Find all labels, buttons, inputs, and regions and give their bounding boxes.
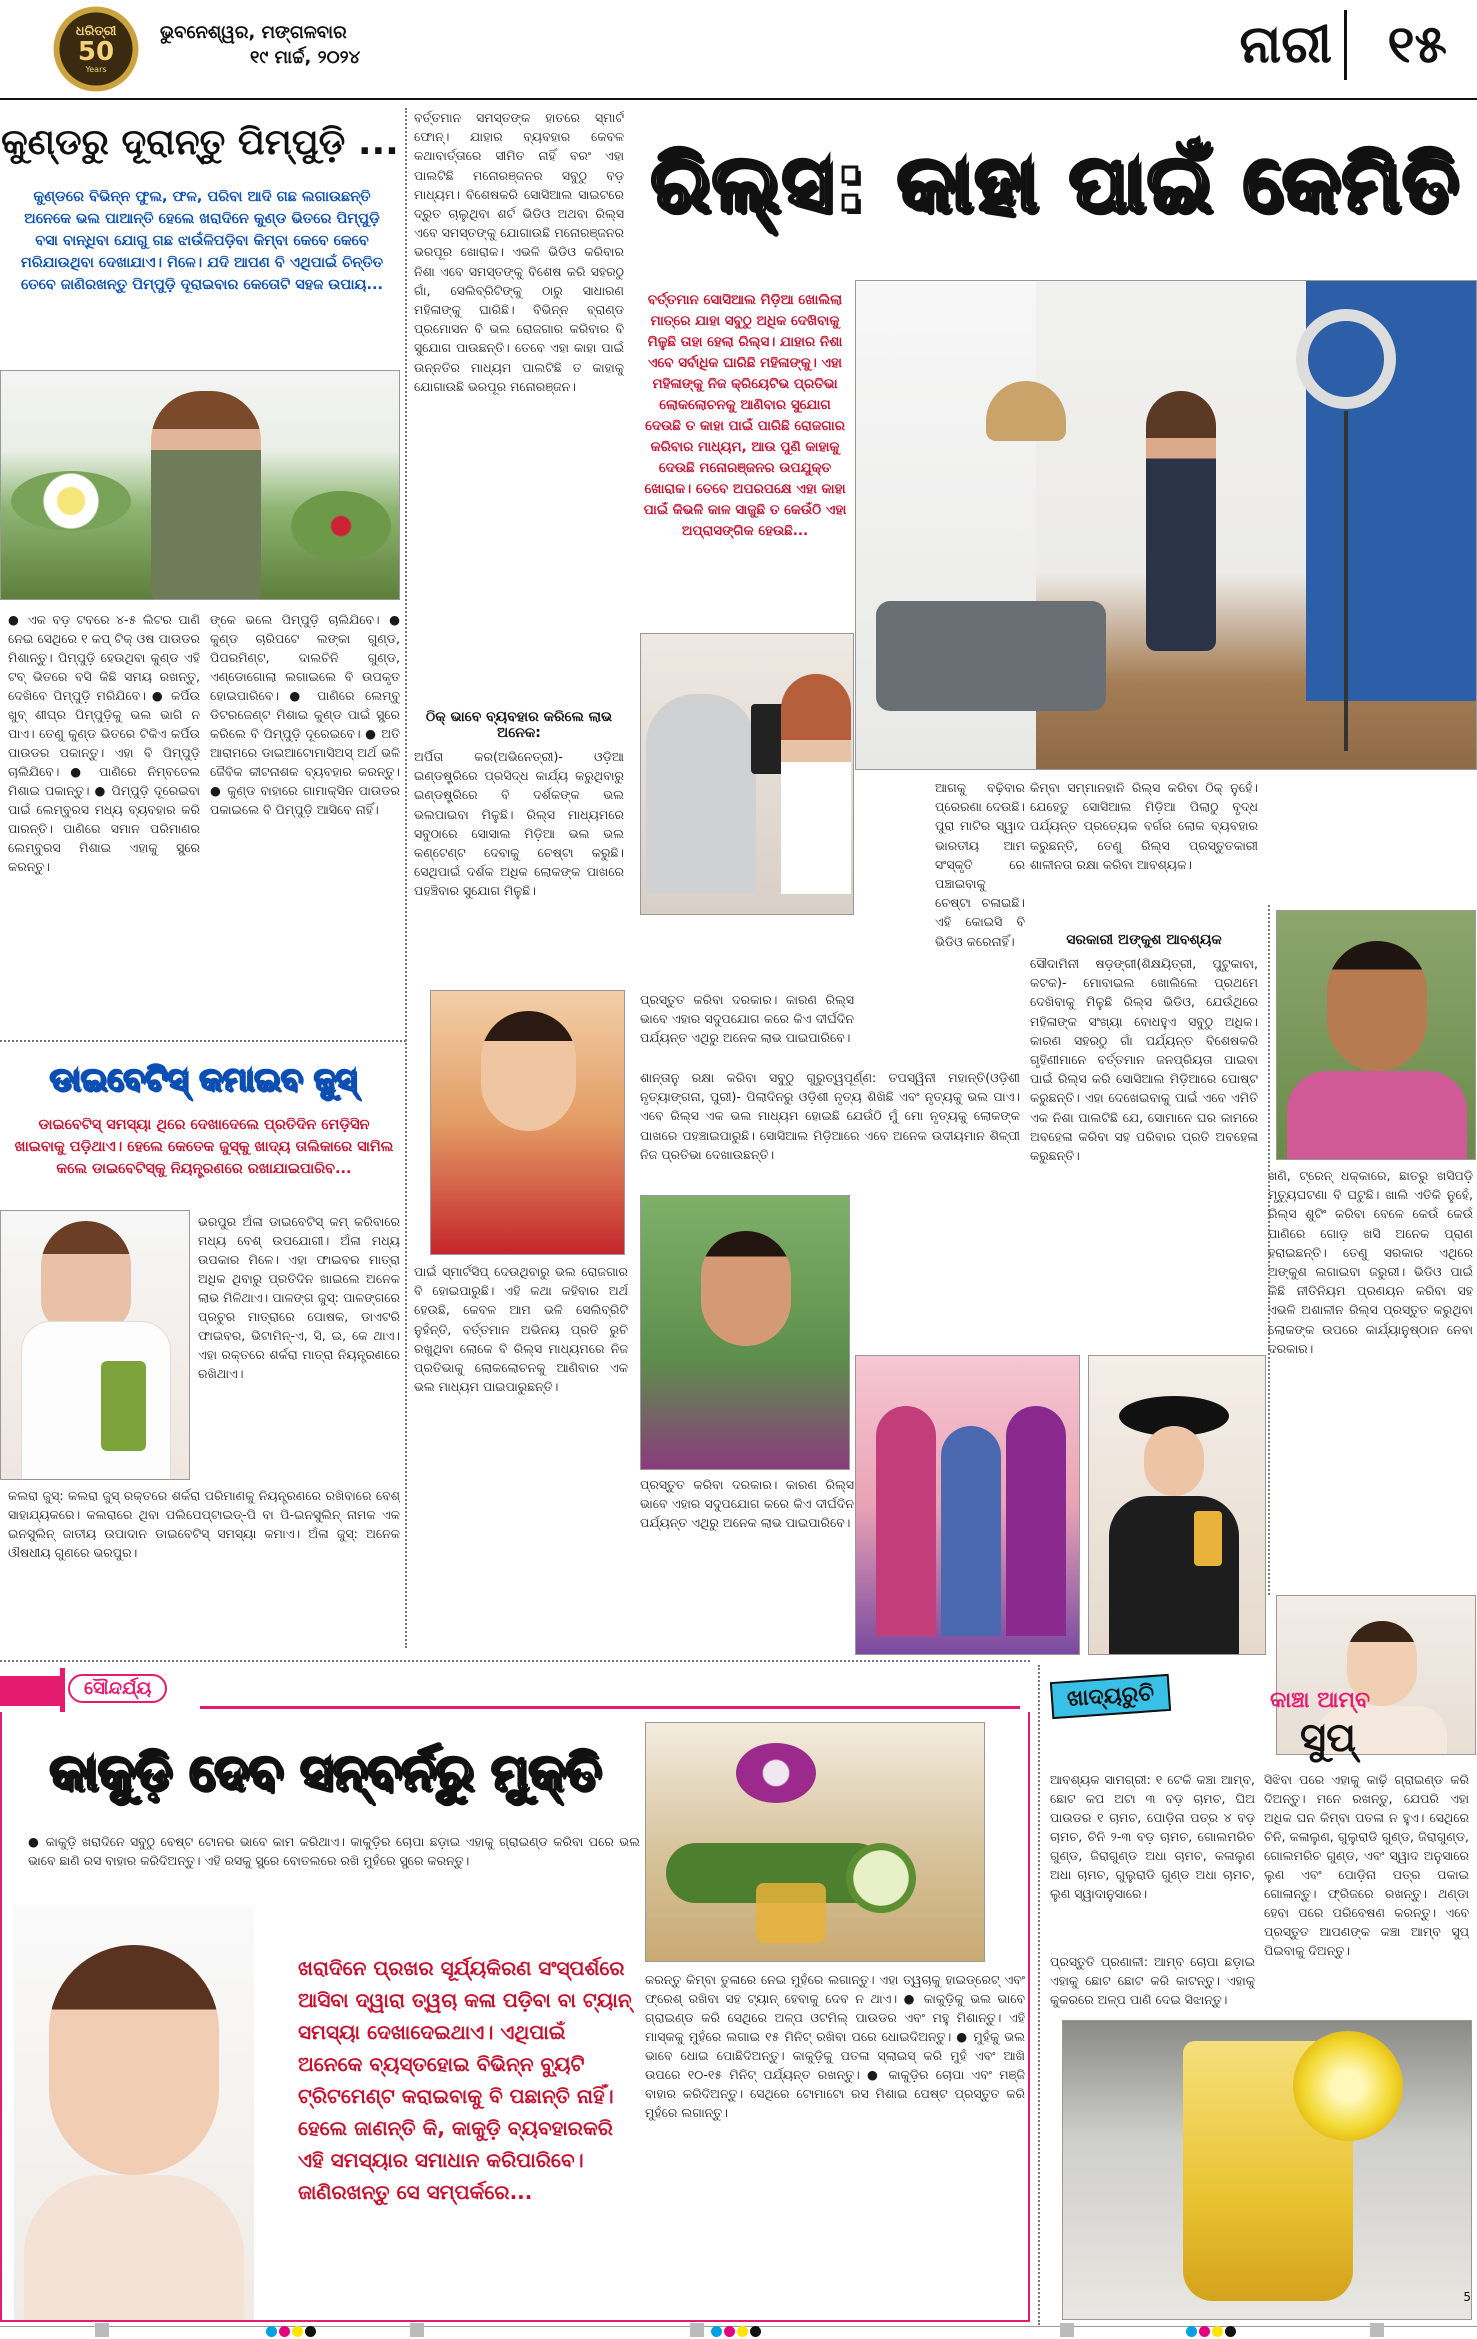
beauty-headline bbox=[20, 1720, 630, 1825]
masthead bbox=[0, 0, 1477, 100]
beauty-intro: ଖରାଦିନେ ପ୍ରଖର ସୂର୍ଯ୍ୟକିରଣ ସଂସ୍ପର୍ଶରେ ଆସିବା ଦ୍ୱାରା ତ୍ୱଚା କଳା ପଡ଼ିବା ବା ଟ୍ୟାନ୍‌ ସମସ୍ୟା ଦେଖାଦେଇଥାଏ। ଏଥିପାଇଁ ଅନେକେ ବ୍ୟସ୍ତହୋଇ ବିଭିନ୍ନ ବ୍ୟୁଟି ଟ୍ରିଟମେଣ୍ଟ କରାଇବାକୁ ବି ପଛାନ୍ତି ନାହିଁ। ହେଲେ ଜାଣନ୍ତି କି, କାକୁଡ଼ି ବ୍ୟବହାରକରି ଏହି ସମସ୍ୟାର ସମାଧାନ କରିପାରିବେ। ଜାଣିରଖନ୍ତୁ ସେ ସମ୍ପର୍କରେ... bbox=[298, 1956, 632, 2204]
beauty-col-2: କରନ୍ତୁ କିମ୍ବା ତୁଳାରେ ନେଇ ମୁହଁରେ ଲଗାନ୍ତୁ। ଏହା ତ୍ୱଚାକୁ ହାଇଡ୍ରେଟ୍‌ ଏବଂ ଫ୍ରେଶ୍‌ ରଖିବା ସହ ଟ୍ୟାନ୍‌ ହେବାକୁ ଦେବ ନ ଥାଏ। ● କାକୁଡ଼ିକୁ ଭଲ ଭାବେ ଗ୍ରାଇଣ୍ଡ କରି ସେଥିରେ ଅଳ୍ପ ଓଟମିଲ୍‌ ପାଉଡର ଏବଂ ମହୁ ମିଶାନ୍ତୁ। ଏହି ମାସ୍କକୁ ମୁହଁରେ ଲଗାଇ ୧୫ ମିନିଟ୍‌ ରଖିବା ପରେ ଧୋଇଦିଅନ୍ତୁ। ● ମୁହଁକୁ ଭଲ ଭାବେ ଧୋଇ ପୋଛିଦିଅନ୍ତୁ। କାକୁଡ଼ିକୁ ପତଳା ସ୍ଲାଇସ୍‌ କରି ମୁହଁ ଏବଂ ଆଖି ଉପରେ ୧୦-୧୫ ମିନିଟ୍‌ ପର୍ଯ୍ୟନ୍ତ ରଖନ୍ତୁ। ● କାକୁଡ଼ିର ଚୋପା ଏବଂ ମଞ୍ଜି ବାହାର କରିଦିଅନ୍ତୁ। ସେଥିରେ ଟୋମାଟୋ ରସ ମିଶାଇ ପେଷ୍ଟ ପ୍ରସ୍ତୁତ କରି ମୁହଁରେ ଲଗାନ୍ତୁ। bbox=[645, 1972, 1025, 2120]
reels-mid-bottom: ପ୍ରସ୍ତୁତ କରିବା ଦରକାର। କାରଣ ରିଲ୍ସ ଭାବେ ଏହାର ସଦୁପଯୋଗ କରେ କିଏ ଦୀର୍ଘଦିନ ପର୍ଯ୍ୟନ୍ତ ଏଥିରୁ ଅନେକ ଲାଭ ପାଇପାରିବେ। bbox=[640, 992, 854, 1046]
registration-marks bbox=[0, 2322, 1477, 2339]
diabetes-title: ଡାଇବେଟିସ୍‌ କମାଇବ ଜୁସ୍‌ bbox=[49, 1059, 357, 1098]
reels-arpita-2: ପାଇଁ ସ୍ମାର୍ଟସିପ୍‌ ଦେଉଥିବାରୁ ଭଲ ରୋଜଗାର ବି ହୋଇପାରୁଛି। ଏହି କଥା କହିବାର ଅର୍ଥ ହେଉଛି, କେବଳ ଆମ ଭଳି ସେଲିବ୍ରିଟି ନୁହଁନ୍ତି, ବର୍ତ୍ତମାନ ଅଭିନୟ ପ୍ରତି ରୁଚି ରଖୁଥିବା ଲୋକେ ବି ରିଲ୍ସ ମାଧ୍ୟମରେ ନିଜ ପ୍ରତିଭାକୁ ଲୋକଲୋଚନକୁ ଆଣିବାର ଏକ ଭଲ ମାଧ୍ୟମ ପାଇପାରୁଛନ୍ତି। bbox=[414, 1264, 628, 1395]
beauty-woman-photo bbox=[14, 1905, 254, 2320]
reels-right-1: ଆଗକୁ ବଢ଼ିବାର ପ୍ରେରଣା ଦେଉଛି। ପୁରା ମାଟିର ସ୍ୱାଦ ଭାରତୀୟ ଆମ ସଂସ୍କୃତି ରେ ପଞ୍ଚାଇବାକୁ ଚେଷ୍ଟା ଚଳାଇଛି। ଏହି କୋଇସି ବି ଭିଡିଓ କରେନାହିଁ। bbox=[935, 780, 1025, 949]
recipe-title-2: ସୁପ୍‌ bbox=[1300, 1715, 1356, 1761]
logo-text: ଧରିତ୍ରୀ bbox=[75, 24, 117, 39]
reels-subhead: ଠିକ୍‌ ଭାବେ ବ୍ୟବହାର କରିଲେ ଲାଭ ଅନେକ: bbox=[425, 709, 613, 741]
reels-right-2: କିମ୍ବା ସମ୍ମାନହାନି ରିଲ୍ସ କରିବା ଠିକ୍‌ ନୁହେଁ। ଯେହେତୁ ସୋସିଆଲ ମିଡ଼ିଆ ପିଲାଠୁ ବୃଦ୍ଧ ପର୍ଯ୍ୟନ୍ତ ପ୍ରତ୍ୟେକ ବର୍ଗର ଲୋକ ବ୍ୟବହାର କରୁଛନ୍ତି, ତେଣୁ ରିଲ୍ସ ପ୍ରସ୍ତୁତକାରୀ ଶାଳୀନତା ରକ୍ଷା କରିବା ଆବଶ୍ୟକ। bbox=[1030, 780, 1258, 872]
reels-selfie-photo bbox=[1088, 1355, 1266, 1655]
recipe-method: ପ୍ରସ୍ତୁତି ପ୍ରଣାଳୀ: ଆମ୍ବ ଚୋପା ଛଡ଼ାଇ ଏହାକୁ ଛୋଟ ଛୋଟ କରି କାଟନ୍ତୁ। ଏହାକୁ କୁକରରେ ଅଳ୍ପ ପାଣି ଦେଇ ସିଝାନ୍ତୁ। bbox=[1050, 1954, 1255, 2007]
recipe-banner bbox=[1045, 1672, 1220, 1722]
plant-title: କୁଣ୍ଡରୁ ଦୂରାନ୍ତୁ ପିମ୍ପୁଡ଼ି ... bbox=[1, 122, 399, 163]
juice-photo bbox=[0, 1210, 190, 1480]
beauty-col-1: ● କାକୁଡ଼ି ଖରାଦିନେ ସବୁଠୁ ବେଷ୍ଟ ଟୋନର ଭାବେ କାମ କରିଥାଏ। କାକୁଡ଼ିର ଚୋପା ଛଡ଼ାଇ ଏହାକୁ ଗ୍ରାଇଣ୍ଡ କରିବା ପରେ ଭଲ ଭାବେ ଛାଣି ରସ ବାହାର କରିଦିଅନ୍ତୁ। ଏହି ରସକୁ ସ୍ପ୍ରେ ବୋତଲରେ ରଖି ମୁହଁରେ ସ୍ପ୍ରେ କରନ୍ତୁ। bbox=[28, 1834, 640, 1868]
plant-intro: କୁଣ୍ଡରେ ବିଭିନ୍ନ ଫୁଲ, ଫଳ, ପରିବା ଆଦି ଗଛ ଲଗାଉଛନ୍ତି ଅନେକେ ଭଲ ପାଆନ୍ତି ହେଲେ ଖରାଦିନେ କୁଣ୍ଡ ଭିତରେ ପିମ୍ପୁଡ଼ି ବସା ବାନ୍ଧିବା ଯୋଗୁ ଗଛ ଝାଉଁଳିପଡ଼ିବା କିମ୍ବା କେବେ କେବେ ମରିଯାଉଥିବା ଦେଖାଯାଏ। ମିଳେ। ଯଦି ଆପଣ ବି ଏଥିପାଇଁ ଚିନ୍ତିତ ତେବେ ଜାଣିରଖନ୍ତୁ ପିମ୍ପୁଡ଼ି ଦୂରାଇବାର କେତୋଟି ସହଜ ଉପାୟ... bbox=[20, 189, 384, 293]
recipe-section-label: ଖାଦ୍ୟରୁଚି bbox=[1050, 1674, 1171, 1719]
plant-col-2: ଙ୍କେ ଭଲେ ପିମ୍ପୁଡ଼ି ଚାଲିଯିବେ। ● କୁଣ୍ଡ ଚାରିପଟେ ଲଙ୍କା ଗୁଣ୍ଡ, ପିପରମିଣ୍ଟ, ଦାଲଚିନି ଗୁଣ୍ଡ, ଏଣ୍ଡୋଗୋଲା ଲଗାଇଲେ ବି ଉପକୃତ ହୋଇପାରିବେ। ● ପାଣିରେ ଲେମ୍ବୁ ଡିଟରଜେଣ୍ଟ ମିଶାଇ କୁଣ୍ଡ ପାଇଁ ସ୍ପ୍ରେ କରିଲେ ବି ପିମ୍ପୁଡ଼ି ଦୂରେଇବେ। ● ଅତି ଆରାମରେ ଡାଇଆଟୋମାସିଅସ୍‌ ଅର୍ଥ ଭଳି ଜୈବିକ କୀଟନାଶକ ବ୍ୟବହାର କରନ୍ତୁ। ● କୁଣ୍ଡ ବାହାରେ ଗାମାକ୍ସିନ ପାଉଡର ପକାଇଲେ ବି ପିମ୍ପୁଡ଼ି ଆସିବେ ନାହିଁ। bbox=[210, 612, 400, 817]
diabetes-col-bottom: କଲରା ଜୁସ୍‌: କଲରା ଜୁସ୍‌ ରକ୍ତରେ ଶର୍କରା ପରିମାଣକୁ ନିୟନ୍ତ୍ରଣରେ ରଖିବାରେ ବେଶ୍‌ ସାହାଯ୍ୟକରେ। କଲରାରେ ଥିବା ପଲିପେପ୍‌ଟାଇଡ୍‌-ପି ବା ପି-ଇନସୁଲିନ୍‌ ନାମକ ଏକ ଇନସୁଲିନ୍‌ ଜାତୀୟ ଉପାଦାନ ଡାଇବେଟିସ୍‌ ସମସ୍ୟା କମାଏ। ଅଁଳା ଜୁସ୍‌: ଅନେକ ଔଷଧୀୟ ଗୁଣରେ ଭରପୁର। bbox=[8, 1488, 400, 1560]
logo-years-label: Years bbox=[85, 65, 107, 74]
diabetes-intro: ଡାଇବେଟିସ୍‌ ସମସ୍ୟା ଥିରେ ଦେଖାଦେଲେ ପ୍ରତିଦିନ ମେଡ଼ିସିନ ଖାଇବାକୁ ପଡ଼ିଥାଏ। ହେଲେ କେତେକ ଜୁସ୍‌କୁ ଖାଦ୍ୟ ତାଲିକାରେ ସାମିଲ କଲେ ଡାଇବେଟିସ୍‌କୁ ନିୟନ୍ତ୍ରଣରେ ରଖାଯାଇପାରିବ... bbox=[14, 1117, 394, 1177]
sarkari-body: ସୌଦାମିନୀ ଷଡ଼ଙ୍ଗୀ(ଶିକ୍ଷୟିତ୍ରୀ, ପୁଟୁକାବା, କଟକ)- ମୋବାଇଲ ଖୋଲିଲେ ପ୍ରଥମେ ଦେଖିବାକୁ ମିଳୁଛି ରିଲ୍ସ ଭିଡିଓ, ଯେଉଁଥିରେ ମହିଳାଙ୍କ ସଂଖ୍ୟା ବୋଧହୁଏ ସବୁଠୁ ଅଧିକ। କାରଣ ସହରଠୁ ଗାଁ ପର୍ଯ୍ୟନ୍ତ ବିଶେଷକରି ଗୃହିଣୀମାନେ ବର୍ତ୍ତମାନ ଜନପ୍ରିୟତା ପାଇବା ପାଇଁ ରିଲ୍ସ କରି ସୋସିଆଲ ମିଡ଼ିଆରେ ପୋଷ୍ଟ କରୁଛନ୍ତି। ଏହା ଦେଖେଇବାକୁ ପାଇଁ ଏବେ ଏମିତି ଏକ ନିଶା ପାଲଟିଛି ଯେ, ସୋମାନେ ଘର କାମରେ ଅବହେଳା କରିବା ସହ ପରିବାର ପ୍ରତି ଅବହେଳା କରୁଛନ୍ତି। bbox=[1030, 956, 1258, 1164]
page-mark: 5 bbox=[1463, 2290, 1471, 2304]
plant-headline bbox=[0, 108, 400, 178]
reels-arpita: ଅର୍ପିତା କର(ଅଭିନେତ୍ରୀ)- ଓଡ଼ିଆ ଇଣ୍ଡଷ୍ଟ୍ରିରେ ପ୍ରସିଦ୍ଧ କାର୍ଯ୍ୟ କରୁଥିବାରୁ ଇଣ୍ଡଷ୍ଟ୍ରିରେ ବି ଦର୍ଶକଙ୍କ ଭଲ ଭଲପାଇବା ମିଳୁଛି। ରିଲ୍ସ ମାଧ୍ୟମରେ ସବୁଠାରେ ସୋସାଲ ମିଡ଼ିଆ ଭଲ ଭଲ କଣ୍ଟେଣ୍ଟ ଦେବାକୁ ଚେଷ୍ଟା କରୁଛି। ସେଥିପାଇଁ ଦର୍ଶକ ଅଧିକ ଲୋକଙ୍କ ପାଖରେ ପହଞ୍ଚିବାର ସୁଯୋଗ ମିଳୁଛି। bbox=[414, 749, 624, 899]
logo-years: 50 bbox=[77, 37, 115, 67]
reels-tapaswini-2-text: ପ୍ରସ୍ତୁତ କରିବା ଦରକାର। କାରଣ ରିଲ୍ସ ଭାବେ ଏହାର ସଦୁପଯୋଗ କରେ କିଏ ଦୀର୍ଘଦିନ ପର୍ଯ୍ୟନ୍ତ ଏଥିରୁ ଅନେକ ଲାଭ ପାଇପାରିବେ। bbox=[640, 1477, 854, 1531]
plant-col-1: ● ଏକ ବଡ଼ ଟବରେ ୪-୫ ଲିଟର ପାଣି ନେଇ ସେଥିରେ ୧ କପ୍‌ ଟିକ୍‌ ଓଷ ପାଉଡର ମିଶାନ୍ତୁ। ପିମ୍ପୁଡ଼ି ହେଉଥିବା କୁଣ୍ଡ ଏହି ଟବ୍‌ ଭିତରେ ବସି କିଛି ସମୟ ରଖନ୍ତୁ, ଦେଖିବେ ପିମ୍ପୁଡ଼ି ମରିଯିବେ। ● କର୍ପିଉ ଖୁବ୍‌ ଶୀଘ୍ର ପିମ୍ପୁଡ଼ିକୁ ଭଲ ଭାଗି ନ ପାଏ। ତେଣୁ କୁଣ୍ଡ ଭିତରେ ଟିକିଏ କର୍ପିଉ ପାଉଡର ପକାନ୍ତୁ। ଏହା ବି ପିମ୍ପୁଡ଼ି ଚାଲିଯିବେ। ● ପାଣିରେ ନିମ୍ବତେଲ ମିଶାଇ ପକାନ୍ତୁ। ● ପିମ୍ପୁଡ଼ି ଦୂରେଇବା ପାଇଁ ଲେମ୍ବୁରସ ମଧ୍ୟ ବ୍ୟବହାର କରି ପାରନ୍ତି। ପାଣିରେ ସମାନ ପରିମାଣର ଲେମ୍ବୁରସ ମିଶାଇ ଏହାକୁ ସ୍ପ୍ରେ କରନ୍ତୁ। bbox=[8, 612, 200, 874]
beauty-title: କାକୁଡ଼ି ଦେବ ସନ୍‌ବର୍ନରୁ ମୁକ୍ତି bbox=[49, 1743, 601, 1801]
dateline bbox=[160, 22, 460, 68]
plant-photo bbox=[0, 370, 400, 600]
reels-body-1: ବର୍ତ୍ତମାନ ସମସ୍ତଙ୍କ ହାତରେ ସ୍ମାର୍ଟ ଫୋନ୍‌। ଯାହାର ବ୍ୟବହାର କେବଳ କଥାବାର୍ତ୍ତାରେ ସୀମିତ ନାହିଁ ବରଂ ଏହା ପାଲଟିଛି ମନୋରଞ୍ଜନର ସବୁଠୁ ବଡ଼ ମାଧ୍ୟମ। ବିଶେଷକରି ସୋସିଆଲ ସାଇଟରେ ଦ୍ରୁତ ଚାଲୁଥିବା ଶର୍ଟ ଭିଡିଓ ଅଥବା ରିଲ୍ସ ଏବେ ସମସ୍ତଙ୍କୁ ଯୋଗାଉଛି ମନୋରଞ୍ଜନର ଭରପୂର ଖୋରାକ। ଏଭଳି ଭିଡିଓ କରିବାର ନିଶା ଏବେ ସମସ୍ତଙ୍କୁ ବିଶେଷ କରି ସହରଠୁ ଗାଁ, ସେଲିବ୍ରିଟିଙ୍କୁ ଠାରୁ ସାଧାରଣ ମହିଳାଙ୍କୁ ଘାରିଛି। ବିଭିନ୍ନ ବ୍ରାଣ୍ଡ ପ୍ରମୋସନ ବି ଭଲ ରୋଜଗାର କରିବାର ବି ସୁଯୋଗ ପାଉଛନ୍ତି। ତେବେ ଏହା କାହା ପାଇଁ ଉନ୍ନତିର ମାଧ୍ୟମ ପାଲଟିଛି ତ କାହାକୁ ଯୋଗାଉଛି ଭରପୂର ମନୋରଞ୍ଜନ। bbox=[414, 110, 624, 394]
arpita-portrait bbox=[430, 990, 625, 1255]
beauty-banner bbox=[0, 1668, 1030, 1712]
reels-title: ରିଲ୍ସ: କାହା ପାଇଁ କେମିତି bbox=[650, 138, 1460, 229]
sarkari-body-2: ଖଣି, ଟ୍ରେନ୍‌ ଧକ୍କାରେ, ଛାତରୁ ଖସିପଡ଼ି ମୃତ୍ୟୁଘଟଣା ବି ଘଟୁଛି। ଖାଲି ଏତିକି ନୁହେଁ, ରିଲ୍ସ ଶୁଟିଂ କରିବା ବେଳେ କେଉଁ କେଉଁ ପାଣିରେ ଗୋଡ଼ ଖସି ଅନେକ ପ୍ରାଣ ହରାଇଛନ୍ତି। ତେଣୁ ସରକାର ଏଥିରେ ଅଙ୍କୁଶ ଲଗାଇବା ଜରୁରୀ। ଭିଡିଓ ପାଇଁ କିଛି ନୀତିନିୟମ ପ୍ରଣୟନ କରିବା ସହ ଏଭଳି ଅଶାଳୀନ ରିଲ୍ସ ପ୍ରସ୍ତୁତ କରୁଥିବା ଲୋକଙ୍କ ଉପରେ କାର୍ଯ୍ୟାନୁଷ୍ଠାନ ନେବା ଦରକାର। bbox=[1268, 1168, 1473, 1356]
dateline-place: ଭୁବନେଶ୍ୱର, ମଙ୍ଗଳବାର bbox=[160, 22, 347, 43]
reels-group-photo bbox=[855, 1355, 1080, 1655]
beauty-section-label: ସୌନ୍ଦର୍ଯ୍ୟ bbox=[68, 1674, 167, 1703]
anniversary-logo bbox=[48, 4, 144, 94]
section-name: ନାରୀ bbox=[1239, 10, 1347, 80]
dateline-date: ୧୯ ମାର୍ଚ୍ଚ, ୨୦୨୪ bbox=[250, 47, 361, 68]
reels-tapaswini-2 bbox=[640, 1475, 854, 1645]
sarkari-heading: ସରକାରୀ ଅଙ୍କୁଶ ଆବଶ୍ୟକ bbox=[1066, 932, 1222, 948]
cucumber-photo bbox=[645, 1722, 985, 1962]
reels-intro: ବର୍ତ୍ତମାନ ସୋସିଆଲ ମିଡ଼ିଆ ଖୋଲିଲା ମାତ୍ରେ ଯାହା ସବୁଠୁ ଅଧିକ ଦେଖିବାକୁ ମିଳୁଛି ତାହା ହେଲା ରିଲ୍ସ। ଯାହାର ନିଶା ଏବେ ସର୍ବାଧିକ ଘାରିଛି ମହିଳାଙ୍କୁ। ଏହା ମହିଳାଙ୍କୁ ନିଜ କ୍ରିୟେଟିଭ ପ୍ରତିଭା ଲୋକଲୋଚନକୁ ଆଣିବାର ସୁଯୋଗ ଦେଉଛି ତ କାହା ପାଇଁ ପାରିଛି ରୋଜଗାର କରିବାର ମାଧ୍ୟମ, ଆଉ ପୁଣି କାହାକୁ ଦେଉଛି ମନୋରଞ୍ଜନର ଉପଯୁକ୍ତ ଖୋରାକ। ତେବେ ଅପରପକ୍ଷେ ଏହା କାହା ପାଇଁ କିଭଳି କାଳ ସାଜୁଛି ତ କେଉଁଠି ଏହା ଅପ୍ରାସଙ୍ଗିକ ହେଉଛି... bbox=[643, 292, 847, 539]
soudamini-portrait bbox=[1276, 910, 1476, 1160]
tapaswini-portrait bbox=[640, 1195, 850, 1470]
soup-photo bbox=[1062, 2020, 1472, 2320]
reels-col-1 bbox=[414, 108, 624, 982]
page-number: ୧୫ bbox=[1387, 15, 1447, 75]
reels-camera-photo bbox=[640, 633, 854, 915]
diabetes-headline bbox=[0, 1050, 406, 1108]
diabetes-col-right: ଭରପୁର ଅଁଳା ଡାଇବେଟିସ୍‌ କମ୍‌ କରିବାରେ ମଧ୍ୟ ବେଶ୍‌ ଉପଯୋଗୀ। ଅଁଳା ମଧ୍ୟ ଉପକାର ମିଳେ। ଏହା ଫାଇବର ମାତ୍ରା ଅଧିକ ଥିବାରୁ ପ୍ରତିଦିନ ଖାଇଲେ ଅନେକ ଲାଭ ମିଳିଥାଏ। ପାଳଙ୍ଗ ଜୁସ୍‌: ପାଳଙ୍ଗରେ ପ୍ରଚୁର ମାତ୍ରାରେ ପୋଷକ, ଡାଏଟରି ଫାଇବର, ଭିଟାମିନ୍‌-ଏ, ସି, ଇ, କେ ଥାଏ। ଏହା ରକ୍ତରେ ଶର୍କରା ମାତ୍ରା ନିୟନ୍ତ୍ରଣରେ ରଖିଥାଏ। bbox=[198, 1214, 400, 1381]
reels-shantanu: ଶାନ୍ତାନୁ ରକ୍ଷା କରିବା ସବୁଠୁ ଗୁରୁତ୍ୱପୂର୍ଣ୍ଣ: ତପସ୍ୱିନୀ ମହାନ୍ତି(ଓଡ଼ିଶୀ ନୃତ୍ୟାଙ୍ଗନା, ପୁରୀ)- ପିଲାଦିନରୁ ଓଡ଼ିଶୀ ନୃତ୍ୟ ଶିଖିଛି ଏବଂ ନୃତ୍ୟକୁ ଭଲ ପାଏ। ଏବେ ରିଲ୍ସ ଏକ ଭଲ ମାଧ୍ୟମ ହୋଇଛି ଯେଉଁଠି ମୁଁ ମୋ ନୃତ୍ୟକୁ ଲୋକଙ୍କ ପାଖରେ ପହଞ୍ଚାଇପାରୁଛି। ସୋସିଆଲ ମିଡ଼ିଆରେ ଏବେ ଅନେକ ଉଦୀୟମାନ ଶିଳ୍ପୀ ନିଜ ପ୍ରତିଭା ଦେଖାଉଛନ୍ତି। bbox=[640, 1070, 1020, 1162]
reels-dancer-photo bbox=[855, 280, 1477, 770]
reels-headline bbox=[640, 104, 1470, 264]
recipe-method-2: ସିଝିବା ପରେ ଏହାକୁ କାଢ଼ି ଗ୍ରାଇଣ୍ଡ କରି ଦିଅନ୍ତୁ। ମନେ ରଖନ୍ତୁ, ଯେପରି ଏହା ଅଧିକ ଘନ କିମ୍ବା ପତଳା ନ ହୁଏ। ସେଥିରେ ଚିନି, କଳାଲୁଣ, ଗୁଲୁରାଡି ଗୁଣ୍ଡ, ଜିରାଗୁଣ୍ଡ, ଗୋଲମରିଚ ଗୁଣ୍ଡ, ଏବଂ ସ୍ୱାଦ ଅନୁସାରେ ଲୁଣ ଏବଂ ପୋଡ଼ିନା ପତ୍ର ପକାଇ ଗୋଳାନ୍ତୁ। ଫ୍ରିଜରେ ରଖନ୍ତୁ। ଥଣ୍ଡା ହେବା ପରେ ପରିବେଷଣ କରନ୍ତୁ। ଏବେ ପ୍ରସ୍ତୁତ ଆପଣଙ୍କ କଞ୍ଚା ଆମ୍ବ ସୁପ୍‌ ପିଇବାକୁ ଦିଅନ୍ତୁ। bbox=[1264, 1772, 1469, 1958]
recipe-ingredients: ଆବଶ୍ୟକ ସାମଗ୍ରୀ: ୧ ଟେକି କଞ୍ଚା ଆମ୍ବ, ଛୋଟ କପ ଅଟା ୩ ବଡ଼ ଚାମଚ, ଘିଅ ପାଉଡର ୧ ଚାମଚ, ପୋଡ଼ିନା ପତ୍ର ୪ ବଡ଼ ଚାମଚ, ଚିନି ୨-୩ ବଡ଼ ଚାମଚ, ଗୋଲମରିଚ ଗୁଣ୍ଡ, ଜିରାଗୁଣ୍ଡ ଅଧା ଚାମଚ, କଳାଲୁଣ ଅଧା ଚାମଚ, ଗୁଲୁରାଡି ଗୁଣ୍ଡ ଅଧା ଚାମଚ, ଲୁଣ ସ୍ୱାଦାନୁସାରେ। bbox=[1050, 1772, 1255, 1901]
masthead-rule bbox=[0, 98, 1477, 100]
recipe-title-1: କାଞ୍ଚା ଆମ୍ବ bbox=[1270, 1688, 1370, 1713]
